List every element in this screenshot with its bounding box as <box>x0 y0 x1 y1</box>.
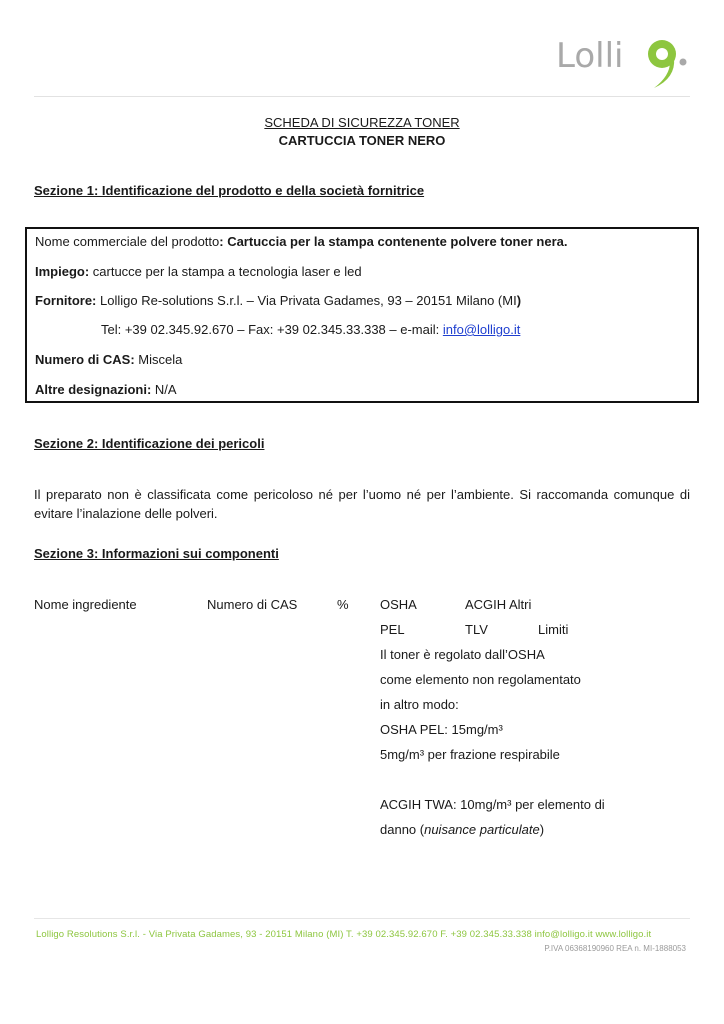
product-name-line <box>35 234 567 249</box>
use-line <box>35 264 362 279</box>
supplier-line <box>35 293 521 308</box>
header-cas: Numero di CAS <box>207 597 298 612</box>
email-link[interactable]: info@lolligo.it <box>442 322 521 337</box>
document-subtitle: CARTUCCIA TONER NERO <box>278 133 446 148</box>
cas-value: Miscela <box>134 352 183 367</box>
header-divider <box>34 96 690 97</box>
contact-line <box>101 322 520 337</box>
supplier-value: Lolligo Re-solutions S.r.l. – Via Privata Gadames, 93 – 20151 Milano (MI <box>96 293 517 308</box>
footer-registration: P.IVA 06368190960 REA n. MI-1888053 <box>544 944 686 953</box>
header-acgih: ACGIH <box>465 597 507 612</box>
footer-contact: Lolligo Resolutions S.r.l. - Via Privata Gadames, 93 - 20151 Milano (MI) T. +39 02.345.92.670 F. +39 02.345.33.338 info@lolligo.it www.lolligo.it <box>36 929 652 940</box>
supplier-label: Fornitore: <box>35 293 97 308</box>
osha-note-3: in altro modo: <box>380 697 459 712</box>
acgih-note-2-post: ) <box>539 822 545 837</box>
acgih-note-1: ACGIH TWA: 10mg/m³ per elemento di <box>380 797 605 812</box>
header-tlv: TLV <box>465 622 488 637</box>
header-ingredient: Nome ingrediente <box>34 597 137 612</box>
logo-wordmark: Lolli <box>556 36 624 76</box>
use-label: Impiego: <box>35 264 90 279</box>
company-logo <box>556 30 688 94</box>
cas-label: Numero di CAS: <box>35 352 135 367</box>
document-title: SCHEDA DI SICUREZZA TONER <box>264 115 460 130</box>
acgih-note-2-pre: danno ( <box>380 822 425 837</box>
header-altri: Altri <box>509 597 532 612</box>
header-pel: PEL <box>380 622 405 637</box>
hazard-paragraph: Il preparato non è classificata come pericoloso né per l’uomo né per l’ambiente. Si raccomanda comunque di evitare l’inalazione delle polveri. <box>34 487 690 521</box>
header-percent: % <box>337 597 349 612</box>
osha-note-5: 5mg/m³ per frazione respirabile <box>380 747 560 762</box>
supplier-close: ) <box>516 293 522 308</box>
osha-note-4: OSHA PEL: 15mg/m³ <box>380 722 503 737</box>
acgih-note-2 <box>380 822 544 837</box>
header-limiti: Limiti <box>538 622 569 637</box>
other-designations-label: Altre designazioni: <box>35 382 152 397</box>
product-name-value: : Cartuccia per la stampa contenente polvere toner nera. <box>219 234 568 249</box>
cas-line <box>35 352 182 367</box>
contact-text: Tel: +39 02.345.92.670 – Fax: +39 02.345.33.338 – e-mail: <box>101 322 443 337</box>
acgih-note-2-italic: nuisance particulate <box>424 822 540 837</box>
product-info-box <box>25 227 699 403</box>
logo-squid-icon <box>644 32 688 92</box>
header-osha: OSHA <box>380 597 417 612</box>
footer-divider <box>34 918 690 919</box>
osha-note-1: Il toner è regolato dall’OSHA <box>380 647 545 662</box>
use-value: cartucce per la stampa a tecnologia laser e led <box>89 264 362 279</box>
other-designations-line <box>35 382 177 397</box>
other-designations-value: N/A <box>151 382 177 397</box>
section2-heading: Sezione 2: Identificazione dei pericoli <box>34 436 265 451</box>
product-name-label: Nome commerciale del prodotto <box>35 234 220 249</box>
section3-heading: Sezione 3: Informazioni sui componenti <box>34 546 279 561</box>
section1-heading: Sezione 1: Identificazione del prodotto e della società fornitrice <box>34 183 425 198</box>
osha-note-2: come elemento non regolamentato <box>380 672 581 687</box>
